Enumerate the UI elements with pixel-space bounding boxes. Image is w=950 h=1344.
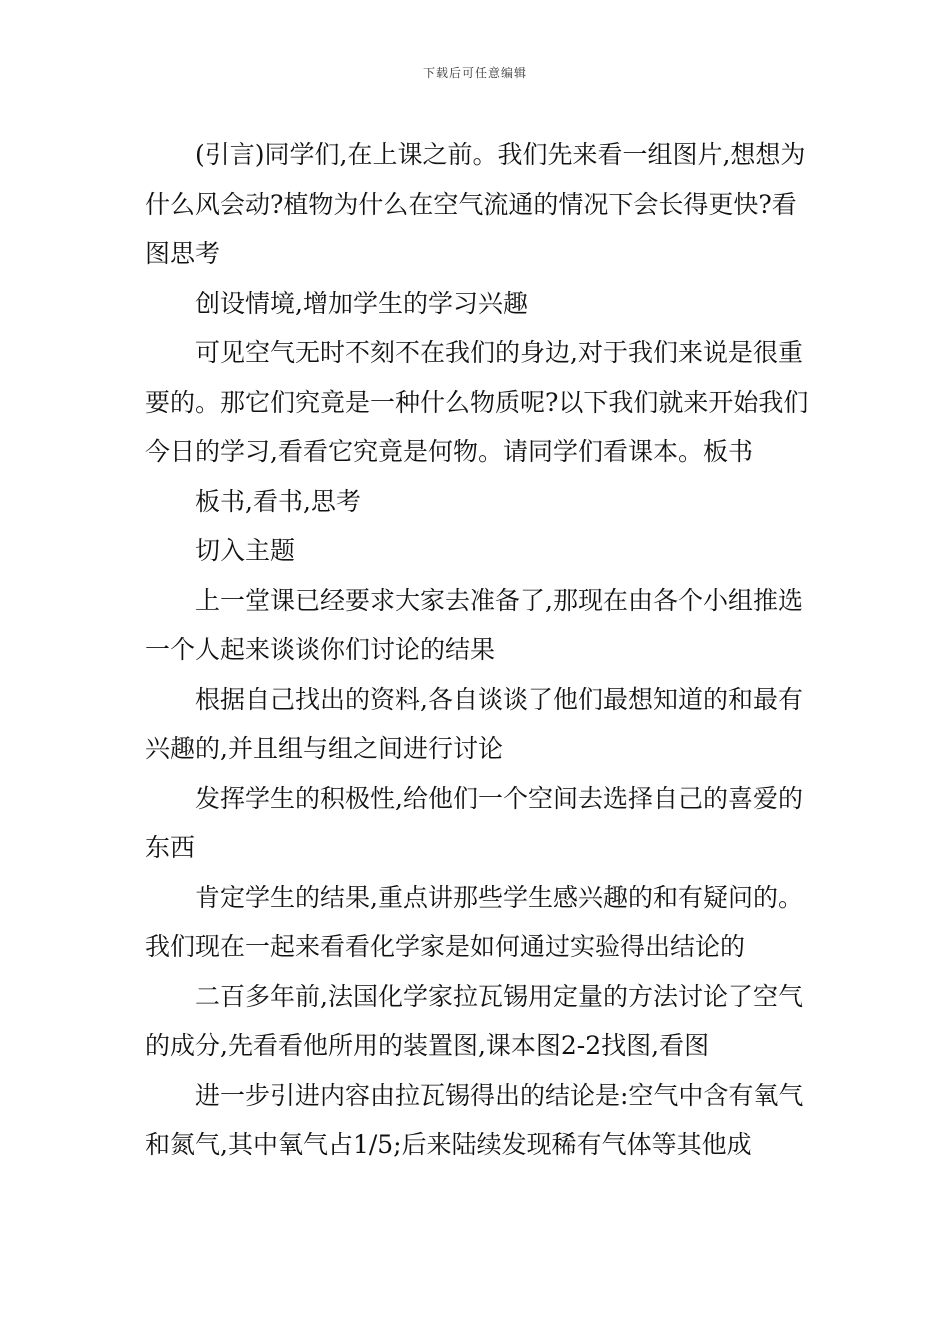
document-body [145,130,810,1170]
paragraph-affirm-results: 肯定学生的结果,重点讲那些学生感兴趣的和有疑问的。我们现在一起来看看化学家是如何通过实验得出结论的 [145,882,803,961]
paragraph-student-research: 根据自己找出的资料,各自谈谈了他们最想知道的和最有兴趣的,并且组与组之间进行讨论 [145,684,803,763]
paragraph-intro: (引言)同学们,在上课之前。我们先来看一组图片,想想为什么风会动?植物为什么在空气流通的情况下会长得更快?看图思考 [145,140,806,268]
paragraph-air-importance: 可见空气无时不刻不在我们的身边,对于我们来说是很重要的。那它们究竟是一种什么物质呢?以下我们就来开始我们今日的学习,看看它究竟是何物。请同学们看课本。板书 [145,338,809,466]
paragraph-situation: 创设情境,增加学生的学习兴趣 [195,288,528,318]
page-header: 下载后可任意编辑 [422,66,527,80]
paragraph-motivation: 发挥学生的积极性,给他们一个空间去选择自己的喜爱的东西 [145,783,803,862]
paragraph-board-reading: 板书,看书,思考 [195,486,361,516]
paragraph-lavoisier: 二百多年前,法国化学家拉瓦锡用定量的方法讨论了空气的成分,先看看他所用的装置图,课本图2-2找图,看图 [145,981,803,1060]
paragraph-group-discussion: 上一堂课已经要求大家去准备了,那现在由各个小组推选一个人起来谈谈你们讨论的结果 [145,585,803,664]
paragraph-conclusion: 进一步引进内容由拉瓦锡得出的结论是:空气中含有氧气和氮气,其中氧气占1/5;后来陆续发现稀有气体等其他成 [145,1080,804,1159]
paragraph-topic: 切入主题 [195,536,296,565]
